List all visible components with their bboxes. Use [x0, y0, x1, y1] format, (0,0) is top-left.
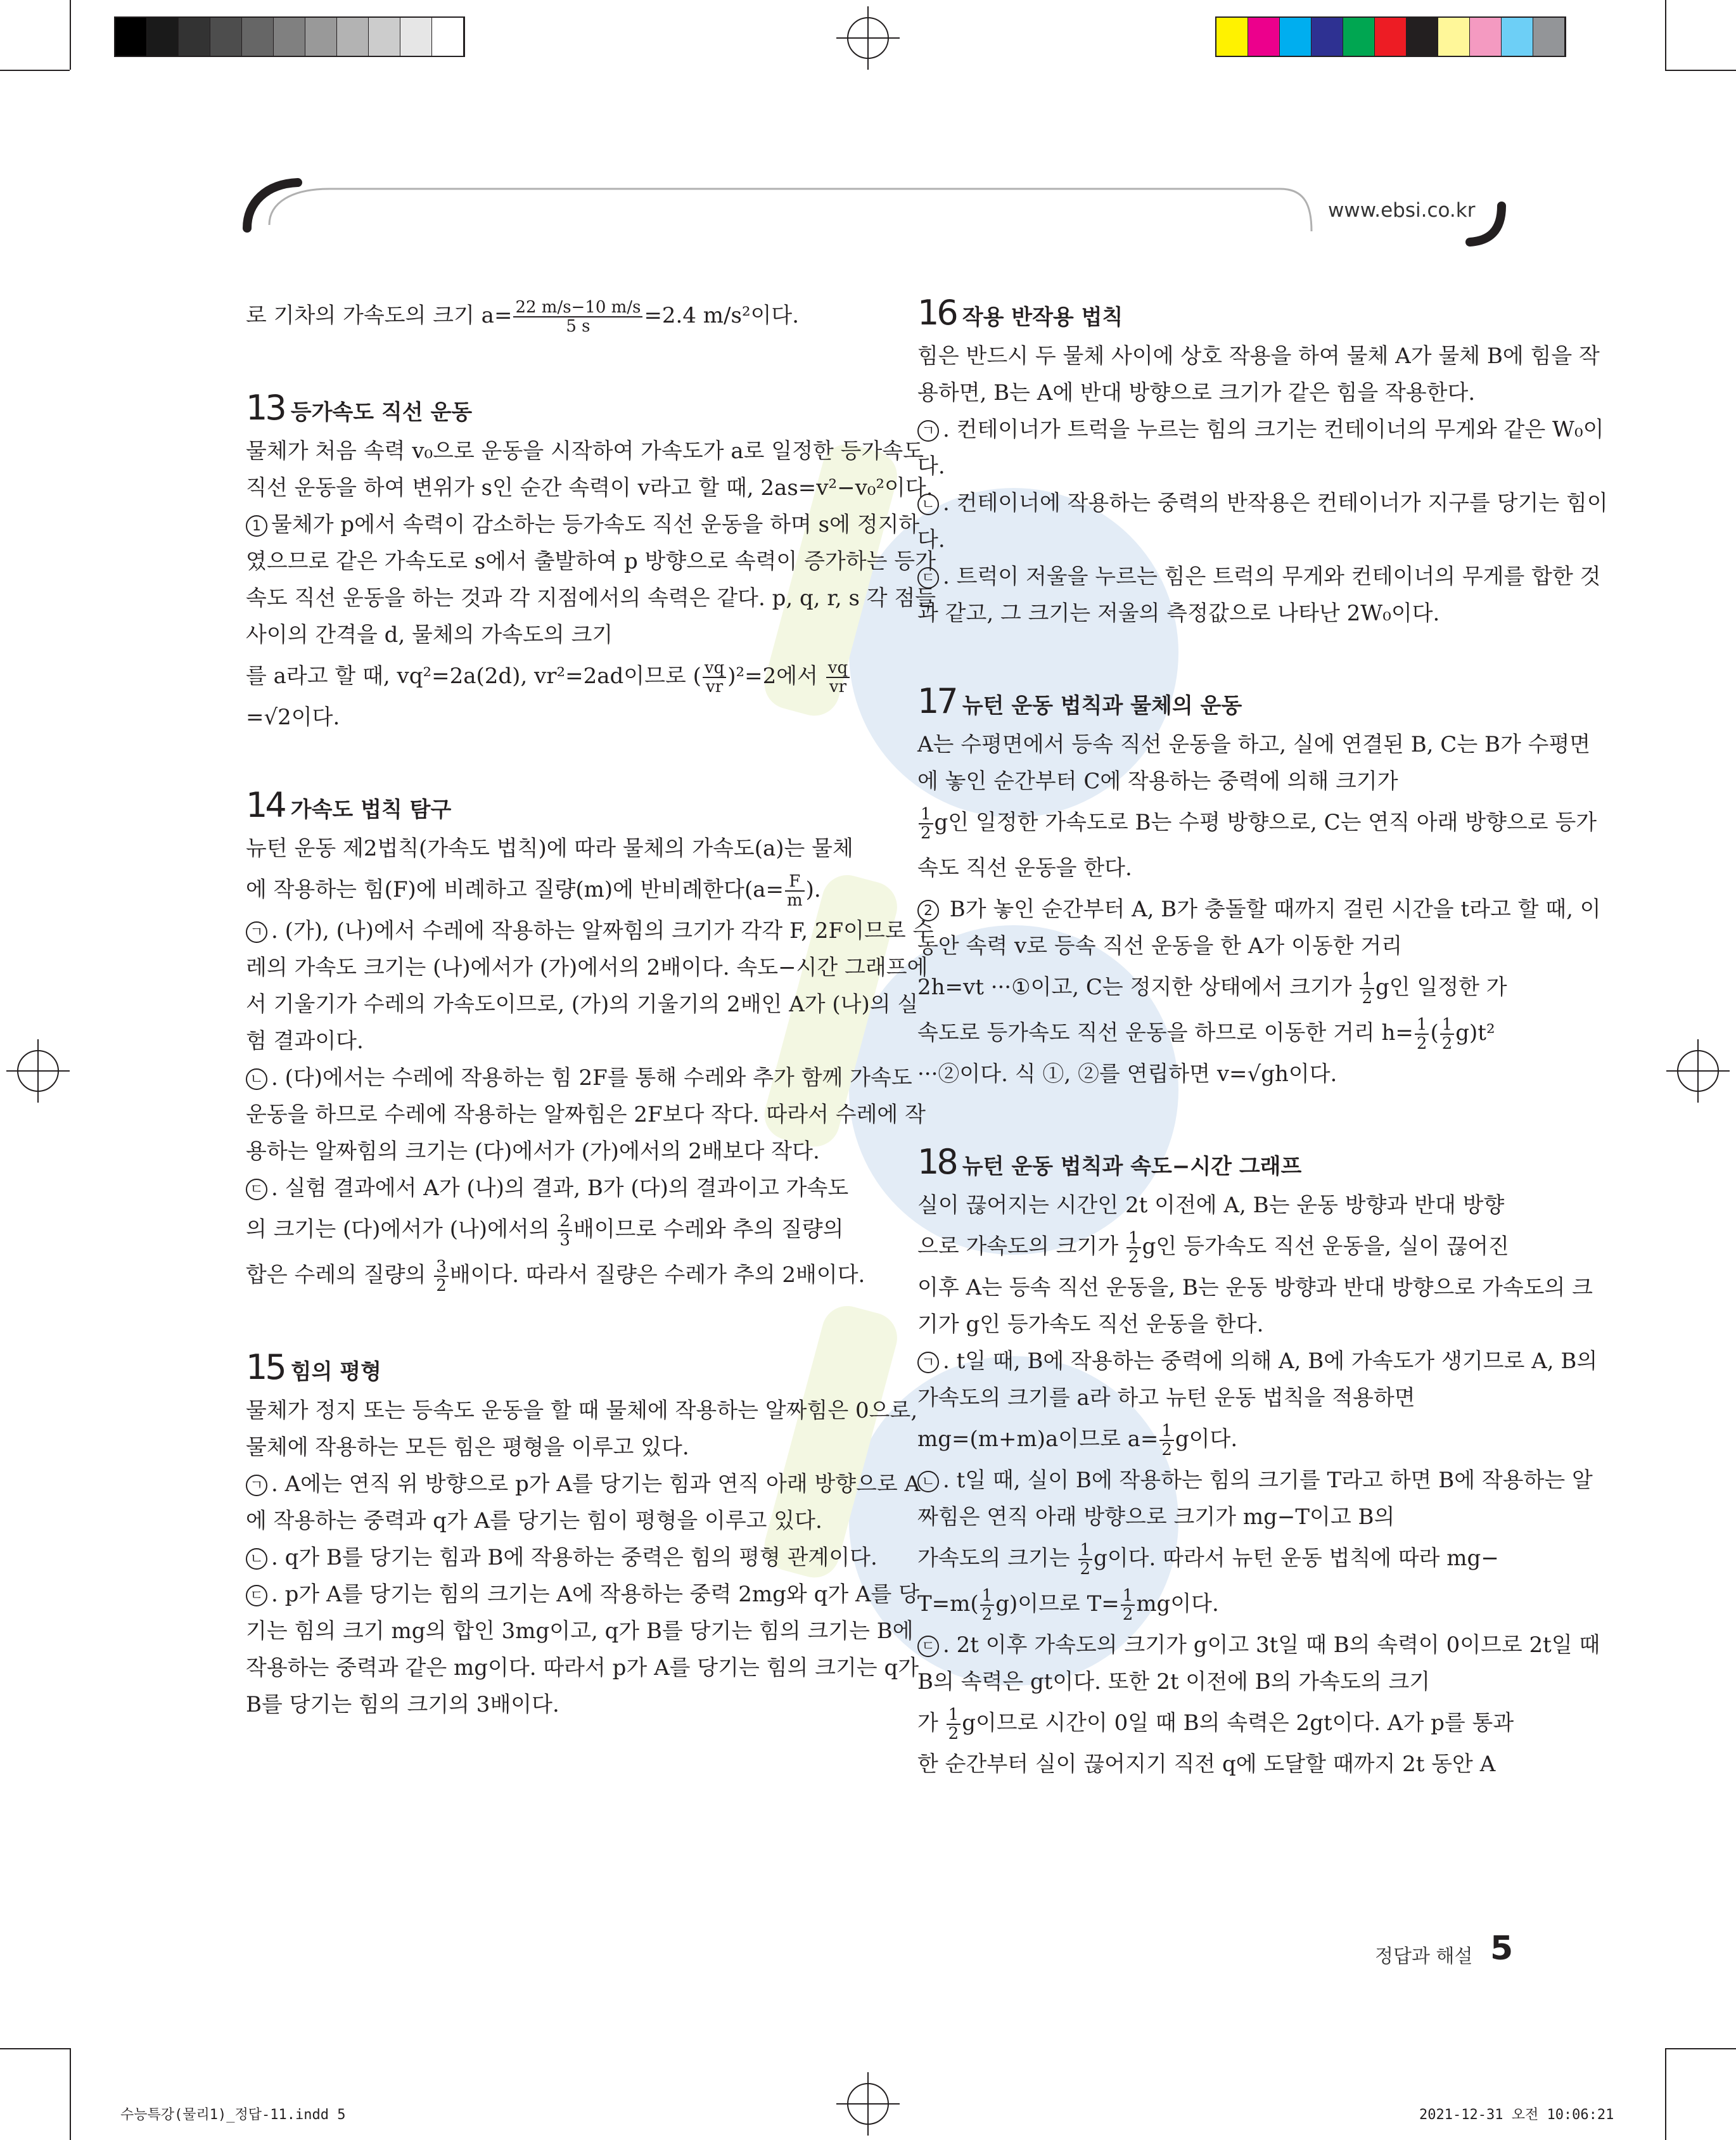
section-14-title: 14 가속도 법칙 탐구	[246, 785, 452, 825]
color-swatch	[1343, 18, 1375, 56]
section-17-title: 17 뉴턴 운동 법칙과 물체의 운동	[917, 681, 1242, 721]
color-swatch	[274, 18, 305, 56]
section-14-text: 뉴턴 운동 제2법칙(가속도 법칙)에 따라 물체의 가속도(a)는 물체	[246, 836, 853, 861]
fraction: $\frac{22 m/s-10 m/s}{5 s}$	[513, 298, 642, 335]
crop-mark	[1665, 2048, 1736, 2049]
answer-marker: ㄱ	[246, 921, 267, 943]
fraction: $\frac{1}{2}$	[1360, 970, 1374, 1007]
section-16-text: 힘은 반드시 두 물체 사이에 상호 작용을 하여 물체 A가 물체 B에 힘을 작용하면, B는 A에 반대 방향으로 크기가 같은 힘을 작용한다.	[917, 343, 1600, 406]
answer-marker: ㄱ	[246, 1475, 267, 1496]
answer-marker: ㄱ	[917, 1352, 939, 1373]
section-13-text: 물체가 p에서 속력이 감소하는 등가속도 직선 운동을 하며 s에 정지하였으므로 같은 가속도로 s에서 출발하여 p 방향으로 속력이 증가하는 등가속도 직선 운동을 하는 것과 각 지점에서의 속력은 같다. p, q, r, s 각 점들 사이의 간격을 d, 물체의 가속도의 크기	[246, 512, 936, 648]
slug-timestamp: 2021-12-31 오전 10:06:21	[1419, 2107, 1614, 2123]
color-swatch	[1280, 18, 1312, 56]
crop-mark	[0, 2048, 70, 2049]
registration-mark-icon	[836, 6, 900, 70]
fraction: $\frac{vq}{vr}$	[826, 659, 850, 696]
left-column: 로 기차의 가속도의 크기 a= $\frac{22 m/s-10 m/s}{5 s}$ =2.4 m/s²이다. 13 등가속도 직선 운동 물체가 처음 속력 v₀으로 운동을 시작하여 가속도가 a로 일정한 등가속도 직선 운동을 하여 변위가 s인 순간 속력이 v라고 할 때, 2as=v²−v₀²이다. 1 물체가 p에서 속력이 감소하는 등가속도 직선 운동을 하며 s에 정지하였으므로 같은 가속도로 s에서 출발하여 p 방향으로 속력이 증가하는 등가속도 직선 운동을 하는 것과 각 지점에서의 속력은 같다. p, q, r, s 각 점들 사이의 간격을 d, 물체의 가속도의 크기 를 a라고 할 때, vq²=2a(2d), vr²=2ad이므로 ( $\frac{vq}{vr}$ )²=2에서 $\frac{vq}{vr}$ =√2이다. 14 가속도 법칙 탐구 뉴턴 운동 제2법칙(가속도 법칙)에 따라 물체의 가속도(a)는 물체 에 작용하는 힘(F)에 비례하고 질량(m)에 반비례한다(a= $\frac{F}{m}$ ). ㄱ . (가), (나)에서 수레에 작용하는 알짜힘의 크기가 각각 F, 2F이므로 수레의 가속도 크기는 (나)에서가 (가)에서의 2배이다. 속도−시간 그래프에서 기울기가 수레의 가속도이므로, (가)의 기울기의 2배인 A가 (나)의 실험 결과이다. ㄴ . (다)에서는 수레에 작용하는 힘 2F를 통해 수레와 추가 함께 가속도 운동을 하므로 수레에 작용하는 알짜힘은 2F보다 작다. 따라서 수레에 작용하는 알짜힘의 크기는 (다)에서가 (가)에서의 2배보다 작다. ㄷ . 실험 결과에서 A가 (나)의 결과, B가 (다)의 결과이고 가속도 의 크기는 (다)에서가 (나)에서의 $\frac{2}{3}$ 배이므로 수레와 추의 질량의 합은 수레의 질량의 $\frac{3}{2}$ 배이다. 따라서 질량은 수레가 추의 2배이다. 15 힘의 평형 물체가 정지 또는 등속도 운동을 할 때 물체에 작용하는 알짜힘은 0으로, 물체에 작용하는 모든 힘은 평형을 이루고 있다. ㄱ . A에는 연직 위 방향으로 p가 A를 당기는 힘과 연직 아래 방향으로 A에 작용하는 중력과 q가 A를 당기는 힘이 평형을 이루고 있다. ㄴ . q가 B를 당기는 힘과 B에 작용하는 중력은 힘의 평형 관계이다. ㄷ . p가 A를 당기는 힘의 크기는 A에 작용하는 중력 2mg와 q가 A를 당기는 힘의 크기 mg의 합인 3mg이고, q가 B를 당기는 힘의 크기는 B에 작용하는 중력과 같은 mg이다. 따라서 p가 A를 당기는 힘의 크기는 q가 B를 당기는 힘의 크기의 3배이다.	[246, 293, 938, 1723]
color-swatch	[1248, 18, 1280, 56]
answer-marker: 2	[917, 900, 939, 921]
fraction: $\frac{1}{2}$	[1159, 1422, 1174, 1459]
color-swatch	[1470, 18, 1502, 56]
section-16-title: 16 작용 반작용 법칙	[917, 293, 1123, 333]
section-18-title: 18 뉴턴 운동 법칙과 속도−시간 그래프	[917, 1142, 1302, 1182]
fraction: $\frac{1}{2}$	[1415, 1016, 1429, 1053]
section-18-text: 실이 끊어지는 시간인 2t 이전에 A, B는 운동 방향과 반대 방향	[917, 1193, 1505, 1218]
color-swatch	[242, 18, 274, 56]
fraction: $\frac{vq}{vr}$	[703, 659, 726, 696]
fraction: $\frac{1}{2}$	[1440, 1016, 1455, 1053]
fraction: $\frac{1}{2}$	[919, 805, 933, 842]
color-swatch	[1375, 18, 1407, 56]
gray-calibration-bar	[114, 16, 465, 57]
color-calibration-bar	[1215, 16, 1566, 57]
fraction: $\frac{F}{m}$	[785, 873, 805, 909]
answer-marker: ㄷ	[246, 1585, 267, 1606]
slug-filename: 수능특강(물리1)_정답-11.indd 5	[120, 2107, 346, 2123]
fraction: $\frac{1}{2}$	[1126, 1229, 1141, 1266]
color-swatch	[337, 18, 369, 56]
crop-mark	[70, 0, 71, 70]
registration-mark-icon	[1666, 1039, 1730, 1103]
color-swatch	[1312, 18, 1343, 56]
right-column: 16 작용 반작용 법칙 힘은 반드시 두 물체 사이에 상호 작용을 하여 물체 A가 물체 B에 힘을 작용하면, B는 A에 반대 방향으로 크기가 같은 힘을 작용한다. ㄱ . 컨테이너가 트럭을 누르는 힘의 크기는 컨테이너의 무게와 같은 W₀이다. ㄴ . 컨테이너에 작용하는 중력의 반작용은 컨테이너가 지구를 당기는 힘이다. ㄷ . 트럭이 저울을 누르는 힘은 트럭의 무게와 컨테이너의 무게를 합한 것과 같고, 그 크기는 저울의 측정값으로 나타난 2W₀이다. 17 뉴턴 운동 법칙과 물체의 운동 A는 수평면에서 등속 직선 운동을 하고, 실에 연결된 B, C는 B가 수평면에 놓인 순간부터 C에 작용하는 중력에 의해 크기가 $\frac{1}{2}$ g인 일정한 가속도로 B는 수평 방향으로, C는 연직 아래 방향으로 등가속도 직선 운동을 한다. 2 B가 놓인 순간부터 A, B가 충돌할 때까지 걸린 시간을 t라고 할 때, 이 동안 속력 v로 등속 직선 운동을 한 A가 이동한 거리 2h=vt ···①이고, C는 정지한 상태에서 크기가 $\frac{1}{2}$ g인 일정한 가 속도로 등가속도 직선 운동을 하므로 이동한 거리 h= $\frac{1}{2}$ ( $\frac{1}{2}$ g)t² ···②이다. 식 ①, ②를 연립하면 v=√gh이다. 18 뉴턴 운동 법칙과 속도−시간 그래프 실이 끊어지는 시간인 2t 이전에 A, B는 운동 방향과 반대 방향 으로 가속도의 크기가 $\frac{1}{2}$ g인 등가속도 직선 운동을, 실이 끊어진 이후 A는 등속 직선 운동을, B는 운동 방향과 반대 방향으로 가속도의 크기가 g인 등가속도 직선 운동을 한다. ㄱ . t일 때, B에 작용하는 중력에 의해 A, B에 가속도가 생기므로 A, B의 가속도의 크기를 a라 하고 뉴턴 운동 법칙을 적용하면 mg=(m+m)a이므로 a= $\frac{1}{2}$ g이다. ㄴ . t일 때, 실이 B에 작용하는 힘의 크기를 T라고 하면 B에 작용하는 알짜힘은 연직 아래 방향으로 크기가 mg−T이고 B의 가속도의 크기는 $\frac{1}{2}$ g이다. 따라서 뉴턴 운동 법칙에 따라 mg− T=m( $\frac{1}{2}$ g)이므로 T= $\frac{1}{2}$ mg이다. ㄷ . 2t 이후 가속도의 크기가 g이고 3t일 때 B의 속력이 0이므로 2t일 때 B의 속력은 gt이다. 또한 2t 이전에 B의 가속도의 크기 가 $\frac{1}{2}$ g이므로 시간이 0일 때 B의 속력은 2gt이다. A가 p를 통과 한 순간부터 실이 끊어지기 직전 q에 도달할 때까지 2t 동안 A	[917, 293, 1609, 1783]
color-swatch	[369, 18, 400, 56]
color-swatch	[432, 18, 464, 56]
color-swatch	[115, 18, 147, 56]
color-swatch	[400, 18, 432, 56]
section-13-text: =√2이다.	[246, 705, 340, 730]
section-13-text: 물체가 처음 속력 v₀으로 운동을 시작하여 가속도가 a로 일정한 등가속도 직선 운동을 하여 변위가 s인 순간 속력이 v라고 할 때, 2as=v²−v₀²이다.	[246, 439, 933, 501]
color-swatch	[1502, 18, 1533, 56]
answer-marker: ㄴ	[917, 494, 939, 515]
fraction: $\frac{1}{2}$	[980, 1587, 995, 1624]
section-17-text: A는 수평면에서 등속 직선 운동을 하고, 실에 연결된 B, C는 B가 수평면에 놓인 순간부터 C에 작용하는 중력에 의해 크기가	[917, 732, 1591, 794]
fraction: $\frac{1}{2}$	[1078, 1541, 1093, 1578]
crop-mark	[0, 70, 70, 71]
intro-line: 로 기차의 가속도의 크기 a= $\frac{22 m/s-10 m/s}{5 s}$ =2.4 m/s²이다.	[246, 298, 800, 336]
answer-marker: ㄴ	[246, 1068, 267, 1090]
crop-mark	[1665, 0, 1666, 70]
section-17-text: ···②이다. 식 ①, ②를 연립하면 v=√gh이다.	[917, 1061, 1337, 1087]
section-13-title: 13 등가속도 직선 운동	[246, 388, 473, 428]
crop-mark	[70, 2048, 71, 2140]
answer-marker: 1	[246, 515, 267, 537]
crop-mark	[1665, 2048, 1666, 2140]
fraction: $\frac{3}{2}$	[434, 1258, 449, 1295]
section-15-text: 물체가 정지 또는 등속도 운동을 할 때 물체에 작용하는 알짜힘은 0으로, 물체에 작용하는 모든 힘은 평형을 이루고 있다.	[246, 1398, 918, 1460]
answer-marker: ㄴ	[917, 1471, 939, 1492]
fraction: $\frac{1}{2}$	[1121, 1587, 1135, 1624]
color-swatch	[1438, 18, 1470, 56]
answer-marker: ㄷ	[917, 1636, 939, 1657]
color-swatch	[179, 18, 210, 56]
color-swatch	[210, 18, 242, 56]
registration-mark-icon	[836, 2072, 900, 2136]
registration-mark-icon	[6, 1039, 70, 1103]
answer-marker: ㄱ	[917, 420, 939, 442]
color-swatch	[1407, 18, 1438, 56]
section-18-text: 한 순간부터 실이 끊어지기 직전 q에 도달할 때까지 2t 동안 A	[917, 1752, 1496, 1777]
section-15-title: 15 힘의 평형	[246, 1347, 381, 1387]
color-swatch	[147, 18, 179, 56]
color-swatch	[1216, 18, 1248, 56]
section-18-text: 이후 A는 등속 직선 운동을, B는 운동 방향과 반대 방향으로 가속도의 크기가 g인 등가속도 직선 운동을 한다.	[917, 1275, 1593, 1337]
footer-label: 정답과 해설	[1375, 1945, 1473, 1968]
crop-mark	[1665, 70, 1736, 71]
answer-marker: ㄷ	[917, 567, 939, 589]
color-swatch	[1533, 18, 1565, 56]
answer-marker: ㄷ	[246, 1179, 267, 1200]
answer-marker: ㄴ	[246, 1548, 267, 1570]
fraction: $\frac{2}{3}$	[558, 1212, 572, 1249]
color-swatch	[305, 18, 337, 56]
fraction: $\frac{1}{2}$	[947, 1706, 961, 1743]
page-number: 5	[1490, 1930, 1514, 1968]
header-url: www.ebsi.co.kr	[1328, 199, 1476, 222]
